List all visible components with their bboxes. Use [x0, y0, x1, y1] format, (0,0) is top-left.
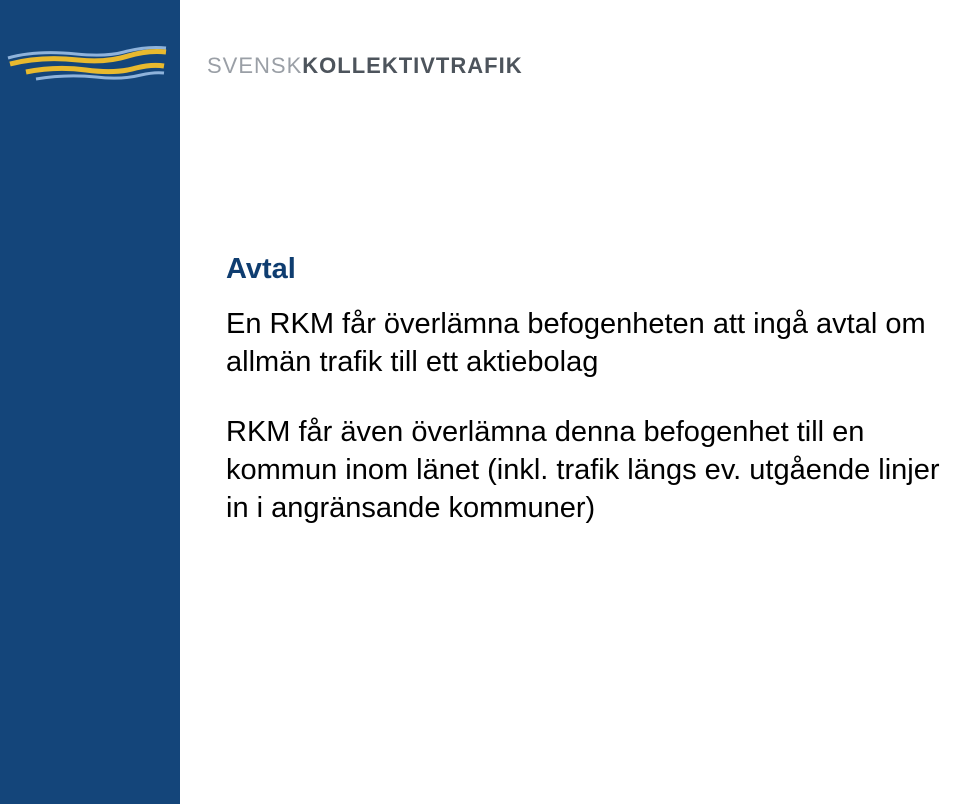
slide-content [226, 251, 956, 559]
slide-title: Avtal [226, 253, 296, 285]
paragraph-2: RKM får även överlämna denna befogenhet till en kommun inom länet (inkl. trafik längs ev. utgående linjer in i angränsande kommuner) [226, 416, 940, 524]
paragraph-1: En RKM får överlämna befogenheten att ingå avtal om allmän trafik till ett aktiebolag [226, 308, 926, 378]
brand-name-light: SVENSK [207, 53, 303, 78]
brand-name-bold: KOLLEKTIVTRAFIK [302, 53, 523, 78]
brand-wordmark [207, 52, 523, 80]
wave-logo-icon [6, 44, 168, 86]
side-band [0, 0, 180, 804]
